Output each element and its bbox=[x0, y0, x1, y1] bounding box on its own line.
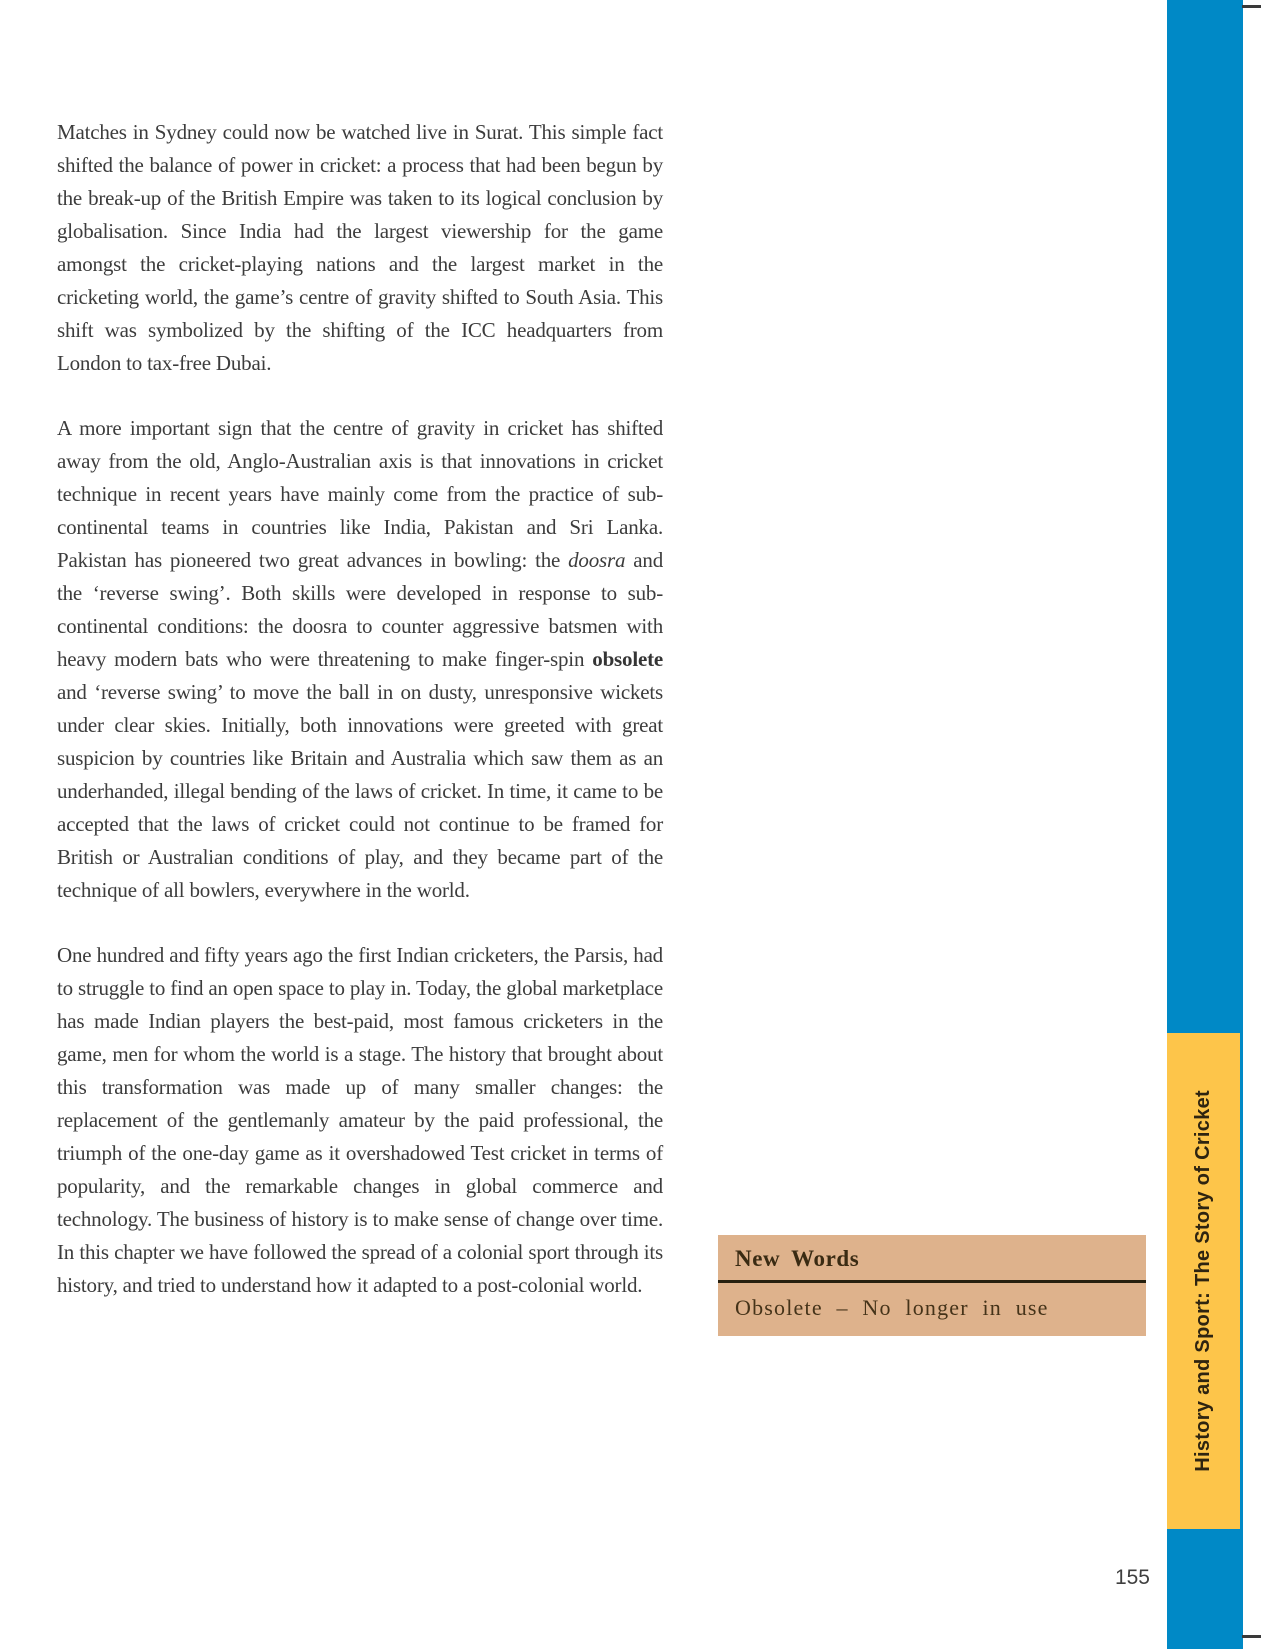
paragraph-transformation bbox=[57, 939, 663, 1302]
bold-term-obsolete: obsolete bbox=[592, 647, 663, 671]
new-words-entry: Obsolete – No longer in use bbox=[735, 1295, 1049, 1320]
italic-term-doosra: doosra bbox=[568, 548, 626, 572]
body-text-column bbox=[57, 116, 663, 1334]
chapter-title-vertical: History and Sport: The Story of Cricket bbox=[1192, 1090, 1214, 1472]
new-words-heading: New Words bbox=[735, 1246, 860, 1271]
page-number: 155 bbox=[1114, 1566, 1150, 1589]
chapter-tab bbox=[1167, 1033, 1240, 1529]
paragraph-globalisation bbox=[57, 116, 663, 380]
paragraph-text: Matches in Sydney could now be watched live in Surat. This simple fact shifted the balance of power in cricket: a process that had been begun by the break-up of the British Empire was taken to its logical conclusion by globalisation. Since India had the largest viewership for the game amongst the cricket-playing nations and the largest market in the cricketing world, the game’s centre of gravity shifted to South Asia. This shift was symbolized by the shifting of the ICC headquarters from London to tax-free Dubai. bbox=[57, 120, 663, 375]
paragraph-text: One hundred and fifty years ago the first Indian cricketers, the Parsis, had to struggle to find an open space to play in. Today, the global marketplace has made Indian players the best-paid, most famous cricketers in the game, men for whom the world is a stage. The history that brought about this transformation was made up of many smaller changes: the replacement of the gentlemanly amateur by the paid professional, the triumph of the one-day game as it overshadowed Test cricket in terms of popularity, and the remarkable changes in global commerce and technology. The business of history is to make sense of change over time. In this chapter we have followed the spread of a colonial sport through its history, and tried to understand how it adapted to a post-colonial world. bbox=[57, 943, 663, 1297]
paragraph-text: A more important sign that the centre of gravity in cricket has shifted away from the old, Anglo-Australian axis is that innovations in cricket technique in recent years have mainly come from the practice of sub-continental teams in countries like India, Pakistan and Sri Lanka. Pakistan has pioneered two great advances in bowling: the bbox=[57, 416, 663, 572]
paragraph-innovations bbox=[57, 412, 663, 907]
crop-mark-top bbox=[1242, 5, 1261, 8]
new-words-box bbox=[718, 1235, 1146, 1336]
paragraph-text: and ‘reverse swing’ to move the ball in on dusty, unresponsive wickets under clear skies. Initially, both innovations were greeted with great suspicion by countries like Britain and Australia which saw them as an underhanded, illegal bending of the laws of cricket. In time, it came to be accepted that the laws of cricket could not continue to be framed for British or Australian conditions of play, and they became part of the technique of all bowlers, everywhere in the world. bbox=[57, 680, 663, 902]
crop-mark-bottom bbox=[1242, 1635, 1261, 1638]
paragraph-text: and the ‘reverse swing’. Both skills were developed in response to sub-continental conditions: the doosra to counter aggressive batsmen with heavy modern bats who were threatening to make finger-spin bbox=[57, 548, 663, 671]
